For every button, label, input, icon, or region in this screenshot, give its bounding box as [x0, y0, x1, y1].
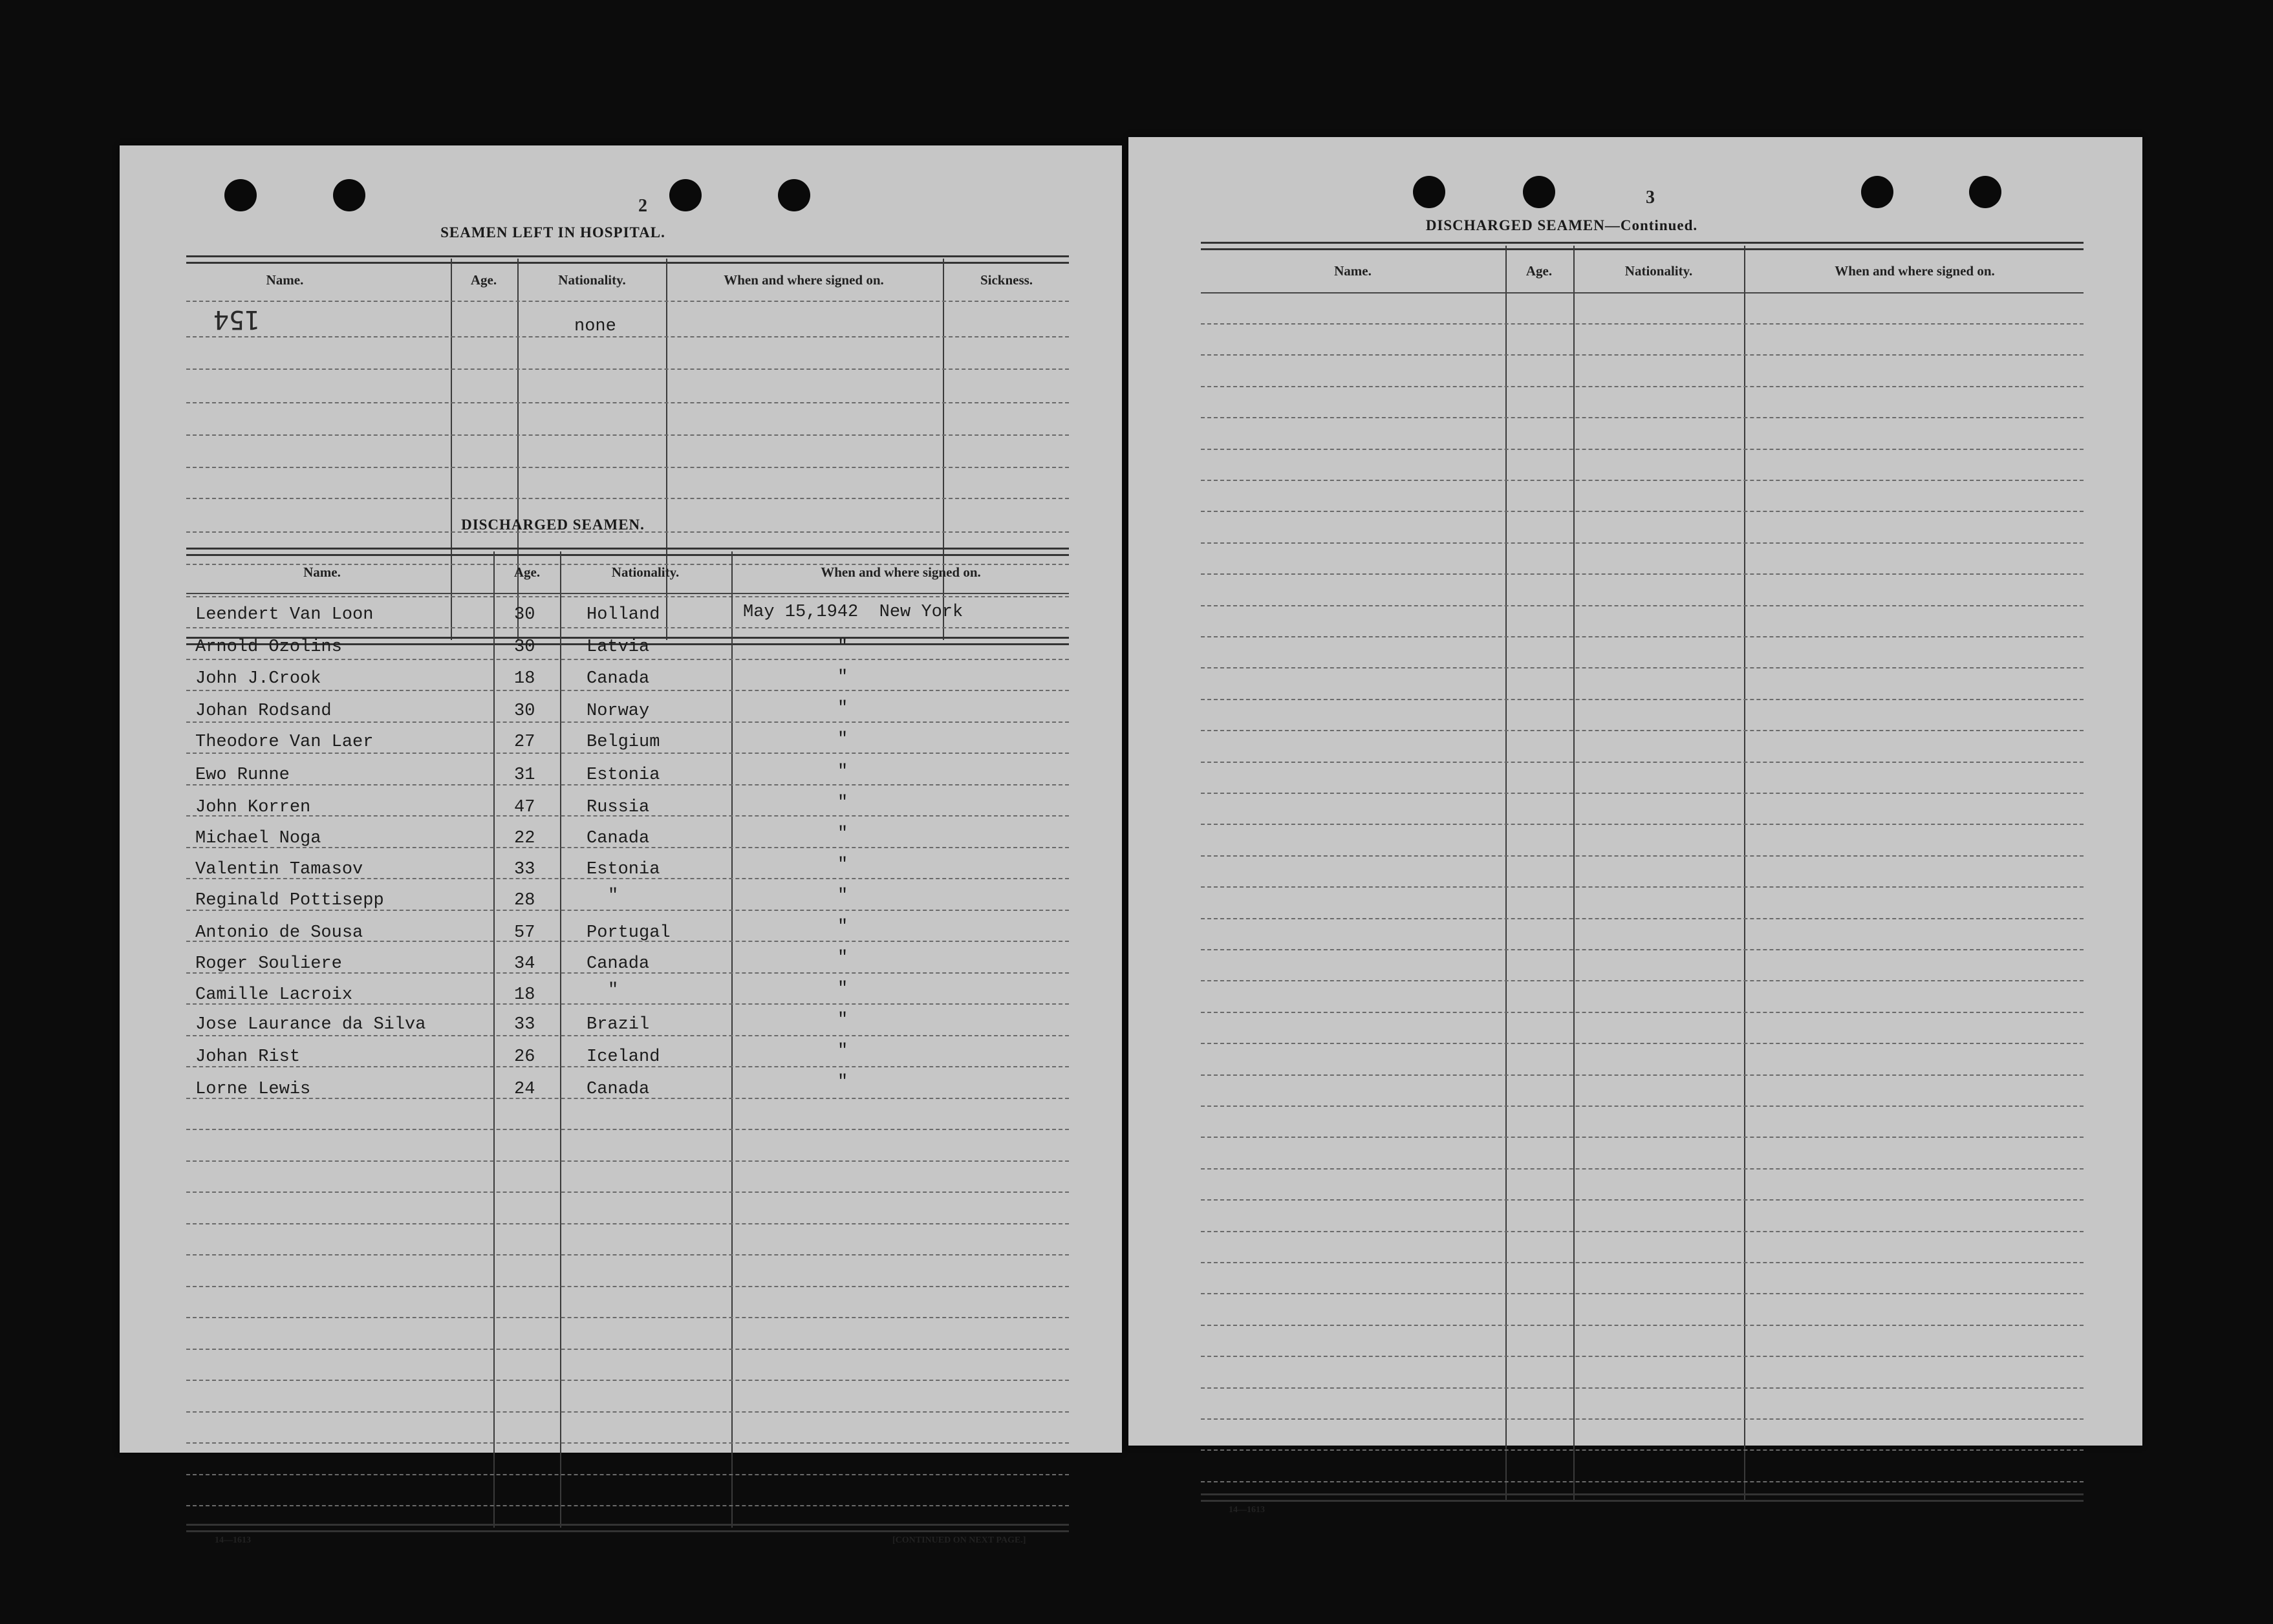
seaman-nationality: Canada [587, 829, 650, 848]
ruled-line [186, 1349, 1069, 1350]
seaman-signed-on: " [837, 668, 848, 687]
ruled-line [186, 1474, 1069, 1475]
ruled-line [1201, 1293, 2084, 1294]
seaman-nationality: Holland [587, 605, 660, 625]
col-header-sickness: Sickness. [980, 272, 1033, 288]
seaman-age: 47 [514, 798, 535, 817]
seaman-nationality: Brazil [587, 1015, 650, 1034]
seaman-nationality: " [608, 981, 619, 1000]
col-header-name: Name. [266, 272, 304, 288]
ruled-line [186, 1505, 1069, 1506]
seaman-signed-on: " [837, 886, 848, 906]
ruled-line [1201, 354, 2084, 356]
seaman-signed-on: " [837, 1010, 848, 1030]
seaman-age: 28 [514, 891, 535, 910]
seaman-age: 24 [514, 1080, 535, 1099]
seaman-name: Arnold Ozolins [195, 637, 342, 657]
seaman-nationality: Russia [587, 798, 650, 817]
seaman-name: Johan Rist [195, 1047, 301, 1067]
col-header-age: Age. [1525, 263, 1553, 279]
hospital-section-title: SEAMEN LEFT IN HOSPITAL. [440, 224, 665, 240]
punch-hole [669, 179, 702, 211]
punch-hole [1969, 176, 2001, 208]
col-header-signed: When and where signed on. [1835, 263, 1995, 279]
rule [186, 1524, 1069, 1532]
ruled-line [1201, 793, 2084, 794]
seaman-name: Camille Lacroix [195, 985, 353, 1005]
ruled-line [186, 1442, 1069, 1444]
col-header-nationality: Nationality. [1624, 263, 1693, 279]
seaman-age: 22 [514, 829, 535, 848]
ruled-line [1201, 730, 2084, 731]
seaman-name: Leendert Van Loon [195, 605, 374, 625]
ruled-line [1201, 1481, 2084, 1482]
ruled-line [1201, 762, 2084, 763]
ruled-line [1201, 323, 2084, 325]
ruled-line [1201, 699, 2084, 700]
col-header-signed: When and where signed on. [821, 564, 981, 580]
col-header-nationality: Nationality. [558, 272, 626, 288]
seaman-nationality: Estonia [587, 860, 660, 879]
ruled-line [1201, 386, 2084, 387]
rule [186, 548, 1069, 556]
seaman-nationality: Canada [587, 669, 650, 689]
ruled-line [1201, 1356, 2084, 1357]
seaman-age: 33 [514, 1015, 535, 1034]
seaman-age: 26 [514, 1047, 535, 1067]
ruled-line [186, 1129, 1069, 1130]
seaman-signed-on: " [837, 948, 848, 968]
ruled-line [186, 1223, 1069, 1224]
ruled-line [186, 721, 1069, 723]
page-number: 3 [1646, 187, 1655, 208]
ruled-line [1201, 573, 2084, 575]
rule [186, 255, 1069, 264]
ruled-line [1201, 1074, 2084, 1076]
ruled-line [186, 1160, 1069, 1162]
stamp-number: 154 [213, 304, 261, 334]
rule [1201, 1493, 2084, 1502]
ruled-line [1201, 542, 2084, 544]
ruled-line [1201, 417, 2084, 418]
page-number: 2 [638, 196, 647, 216]
ruled-line [1201, 1199, 2084, 1201]
punch-hole [778, 179, 810, 211]
punch-hole [1523, 176, 1555, 208]
ruled-line [186, 1317, 1069, 1318]
ruled-line [1201, 1137, 2084, 1138]
seaman-age: 30 [514, 605, 535, 625]
seaman-age: 18 [514, 669, 535, 689]
seaman-name: Michael Noga [195, 829, 321, 848]
right-page [1128, 137, 2142, 1515]
punch-hole [1861, 176, 1893, 208]
ruled-line [1201, 949, 2084, 950]
ruled-line [1201, 1325, 2084, 1326]
seaman-name: Roger Souliere [195, 954, 342, 974]
seaman-signed-on: " [837, 1042, 848, 1061]
seaman-name: Lorne Lewis [195, 1080, 311, 1099]
seaman-age: 18 [514, 985, 535, 1005]
ruled-line [186, 690, 1069, 691]
seaman-age: 30 [514, 637, 535, 657]
seaman-nationality: Norway [587, 701, 650, 721]
col-header-name: Name. [1334, 263, 1372, 279]
seaman-age: 30 [514, 701, 535, 721]
seaman-signed-on: " [837, 730, 848, 749]
seaman-nationality: Iceland [587, 1047, 660, 1067]
seaman-age: 27 [514, 732, 535, 752]
seaman-nationality: Canada [587, 954, 650, 974]
ruled-line [186, 659, 1069, 660]
seaman-signed-on: " [837, 917, 848, 937]
ruled-line [1201, 886, 2084, 888]
seaman-signed-on: " [837, 793, 848, 813]
seaman-name: John Korren [195, 798, 311, 817]
seaman-signed-on: " [837, 855, 848, 875]
ruled-line [186, 753, 1069, 754]
ruled-line [186, 1286, 1069, 1287]
ruled-line [1201, 1231, 2084, 1232]
ruled-line [186, 1254, 1069, 1255]
ruled-line [1201, 1418, 2084, 1420]
ruled-line [1201, 1012, 2084, 1013]
form-number: 14—1613 [1229, 1505, 1265, 1515]
seaman-signed-on: " [837, 824, 848, 844]
seaman-nationality: Estonia [587, 765, 660, 785]
punch-hole [224, 179, 257, 211]
seaman-name: Antonio de Sousa [195, 923, 363, 943]
seaman-signed-on: " [837, 979, 848, 999]
seaman-name: Ewo Runne [195, 765, 290, 785]
punch-hole [333, 179, 365, 211]
seaman-age: 33 [514, 860, 535, 879]
ruled-line [186, 1191, 1069, 1193]
hospital-entry: none [574, 317, 616, 336]
ruled-line [1201, 636, 2084, 637]
seaman-signed-on: May 15,1942 New York [743, 603, 964, 622]
punch-hole [1413, 176, 1445, 208]
seaman-name: Reginald Pottisepp [195, 891, 384, 910]
ruled-line [1201, 1043, 2084, 1044]
seaman-nationality: Canada [587, 1080, 650, 1099]
ruled-line [1201, 855, 2084, 857]
seaman-signed-on: " [837, 699, 848, 718]
col-header-nationality: Nationality. [611, 564, 680, 580]
rule [1201, 242, 2084, 250]
ruled-line [1201, 511, 2084, 512]
col-header-signed: When and where signed on. [724, 272, 884, 288]
col-header-name: Name. [303, 564, 341, 580]
seaman-signed-on: " [837, 1073, 848, 1092]
seaman-age: 57 [514, 923, 535, 943]
seaman-name: Valentin Tamasov [195, 860, 363, 879]
seaman-nationality: " [608, 886, 619, 906]
col-header-age: Age. [470, 272, 497, 288]
ruled-line [1201, 667, 2084, 668]
seaman-signed-on: " [837, 762, 848, 782]
col-header-age: Age. [513, 564, 541, 580]
ruled-line [186, 627, 1069, 628]
ruled-line [186, 1411, 1069, 1413]
discharged-section-title: DISCHARGED SEAMEN. [461, 517, 645, 533]
seaman-nationality: Latvia [587, 637, 650, 657]
ruled-line [1201, 1449, 2084, 1451]
seaman-age: 31 [514, 765, 535, 785]
continued-note: [CONTINUED ON NEXT PAGE.] [892, 1535, 1026, 1545]
seaman-name: Jose Laurance da Silva [195, 1015, 426, 1034]
ruled-line [1201, 605, 2084, 606]
seaman-age: 34 [514, 954, 535, 974]
ruled-line [186, 1035, 1069, 1036]
form-number: 14—1613 [215, 1535, 251, 1545]
ruled-line [186, 1380, 1069, 1381]
ruled-line [1201, 918, 2084, 919]
ruled-line [1201, 1168, 2084, 1170]
seaman-nationality: Belgium [587, 732, 660, 752]
ruled-line [1201, 1262, 2084, 1263]
ruled-line [1201, 480, 2084, 481]
ruled-line [1201, 824, 2084, 825]
seaman-nationality: Portugal [587, 923, 671, 943]
ruled-line [1201, 449, 2084, 450]
discharged-continued-title: DISCHARGED SEAMEN—Continued. [1425, 217, 1698, 233]
ruled-line [1201, 1387, 2084, 1389]
seaman-signed-on: " [837, 637, 848, 657]
left-page [120, 145, 1122, 1545]
seaman-name: Johan Rodsand [195, 701, 332, 721]
seaman-name: Theodore Van Laer [195, 732, 374, 752]
ruled-line [1201, 980, 2084, 981]
ruled-line [1201, 1106, 2084, 1107]
seaman-name: John J.Crook [195, 669, 321, 689]
